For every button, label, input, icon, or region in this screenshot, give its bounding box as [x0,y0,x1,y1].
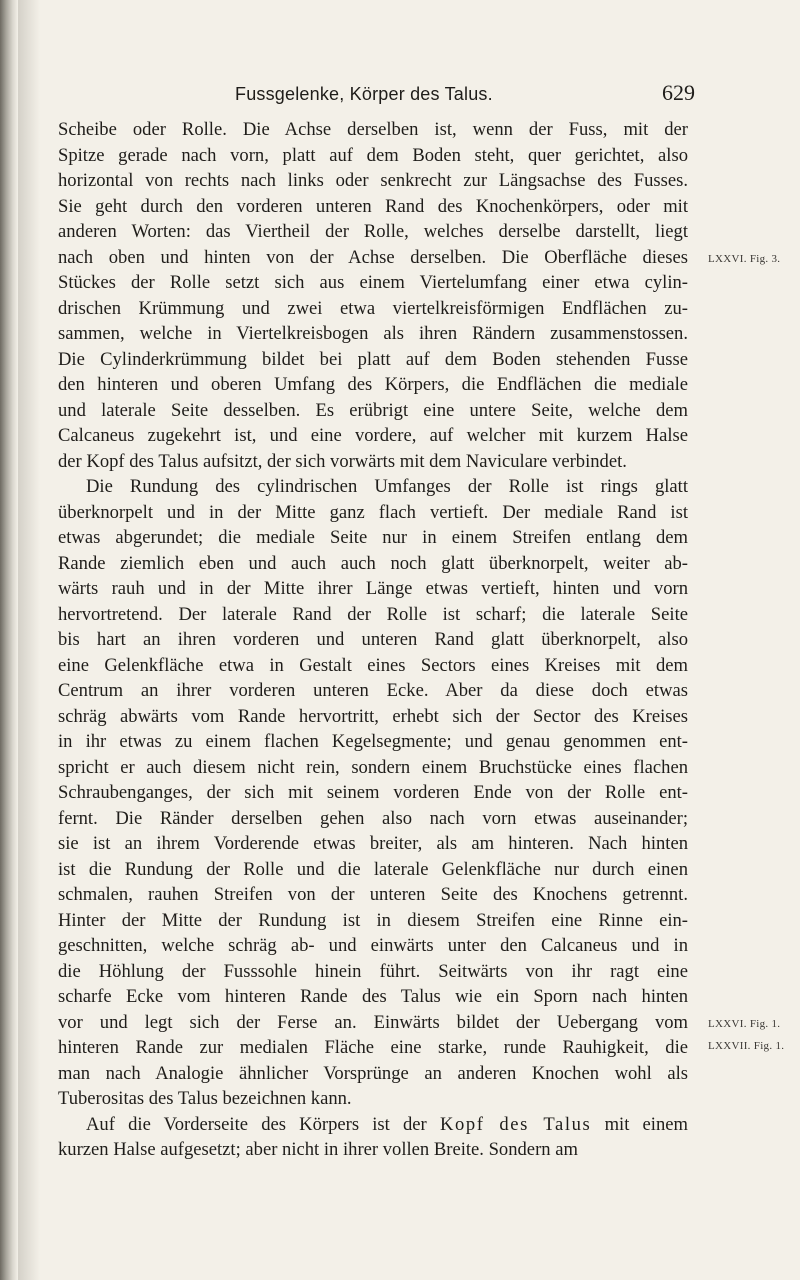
spaced-emphasis: Kopf des Talus [439,1113,592,1135]
text-line: eine Gelenkfläche etwa in Gestalt eines Sectors eines Kreises mit dem [58,654,688,676]
text-line: nach oben und hinten von der Achse derselben. Die Oberfläche dieses [58,246,688,268]
text-line: fernt. Die Ränder derselben gehen also nach vorn etwas auseinander; [58,807,688,829]
text-line: Die Cylinderkrümmung bildet bei platt auf dem Boden stehenden Fusse [58,348,688,370]
text-line: drischen Krümmung und zwei etwa viertelkreisförmigen Endflächen zu- [58,297,688,319]
text-line: schräg abwärts vom Rande hervortritt, erhebt sich der Sector des Kreises [58,705,688,727]
text-line: vor und legt sich der Ferse an. Einwärts bildet der Uebergang vom [58,1011,688,1033]
text-line: Sie geht durch den vorderen unteren Rand des Knochenkörpers, oder mit [58,195,688,217]
text-line: anderen Worten: das Viertheil der Rolle, welches derselbe darstellt, liegt [58,221,688,242]
text-line: Calcaneus zugekehrt ist, und eine vordere, auf welcher mit kurzem Halse [58,425,688,446]
page-header [235,80,695,110]
text-line: der Kopf des Talus aufsitzt, der sich vorwärts mit dem Naviculare verbindet. [58,450,627,472]
gutter-shadow [18,0,40,1280]
text-line: hervortretend. Der laterale Rand der Rolle ist scharf; die laterale Seite [58,603,688,625]
margin-note-fig-ref: LXXVI. Fig. 3. [708,253,781,265]
text-line: Hinter der Mitte der Rundung ist in diesem Streifen eine Rinne ein- [58,909,688,931]
margin-note-fig-ref: LXXVII. Fig. 1. [708,1040,785,1052]
text-line: den hinteren und oberen Umfang des Körpers, die Endflächen die mediale [58,374,688,395]
text-line: sammen, welche in Viertelkreisbogen als ihren Rändern zusammenstossen. [58,323,688,344]
book-spine-edge [0,0,18,1280]
text-line: Schraubenganges, der sich mit seinem vorderen Ende von der Rolle ent- [58,782,688,803]
text-line: schmalen, rauhen Streifen von der unteren Seite des Knochens getrennt. [58,884,688,905]
text-line: Rande ziemlich eben und auch auch noch glatt überknorpelt, weiter ab- [58,552,688,574]
text-line: und laterale Seite desselben. Es erübrigt eine untere Seite, welche dem [58,399,688,421]
text-line: die Höhlung der Fusssohle hinein führt. Seitwärts von ihr ragt eine [58,960,688,982]
text-line: bis hart an ihren vorderen und unteren Rand glatt überknorpelt, also [58,629,688,650]
text-line: Spitze gerade nach vorn, platt auf dem Boden steht, quer gerichtet, also [58,144,688,166]
text-line: überknorpelt und in der Mitte ganz flach vertieft. Der mediale Rand ist [58,501,688,523]
text-line: scharfe Ecke vom hinteren Rande des Talus wie ein Sporn nach hinten [58,986,688,1007]
text-line: sie ist an ihrem Vorderende etwas breiter, als am hinteren. Nach hinten [58,833,688,854]
text-line: horizontal von rechts nach links oder senkrecht zur Längsachse des Fusses. [58,170,688,191]
text-run: mit einem [591,1113,688,1135]
text-line: Die Rundung des cylindrischen Umfanges der Rolle ist rings glatt [86,476,688,497]
text-line: wärts rauh und in der Mitte ihrer Länge etwas vertieft, hinten und vorn [58,578,688,599]
text-line: etwas abgerundet; die mediale Seite nur in einem Streifen entlang dem [58,527,688,548]
margin-note-fig-ref: LXXVI. Fig. 1. [708,1018,781,1030]
text-line: man nach Analogie ähnlicher Vorsprünge an anderen Knochen wohl als [58,1062,688,1084]
text-line: geschnitten, welche schräg ab- und einwärts unter den Calcaneus und in [58,935,688,956]
text-line: hinteren Rande zur medialen Fläche eine starke, runde Rauhigkeit, die [58,1037,688,1058]
text-line: ist die Rundung der Rolle und die laterale Gelenkfläche nur durch einen [58,858,688,880]
body-text [58,117,688,1163]
page-number: 629 [662,80,695,105]
text-run: Auf die Vorderseite des Körpers ist der [86,1113,440,1135]
text-line: Tuberositas des Talus bezeichnen kann. [58,1088,352,1109]
text-line: spricht er auch diesem nicht rein, sondern einem Bruchstücke eines flachen [58,756,688,778]
text-line: in ihr etwas zu einem flachen Kegelsegmente; und genau genommen ent- [58,731,688,752]
running-head: Fussgelenke, Körper des Talus. [235,84,493,104]
text-line: Stückes der Rolle setzt sich aus einem Viertelumfang einer etwa cylin- [58,272,688,293]
text-line: Scheibe oder Rolle. Die Achse derselben ist, wenn der Fuss, mit der [58,119,688,140]
text-line [58,1112,688,1138]
text-line: kurzen Halse aufgesetzt; aber nicht in ihrer vollen Breite. Sondern am [58,1139,578,1160]
text-line: Centrum an ihrer vorderen unteren Ecke. Aber da diese doch etwas [58,680,688,701]
